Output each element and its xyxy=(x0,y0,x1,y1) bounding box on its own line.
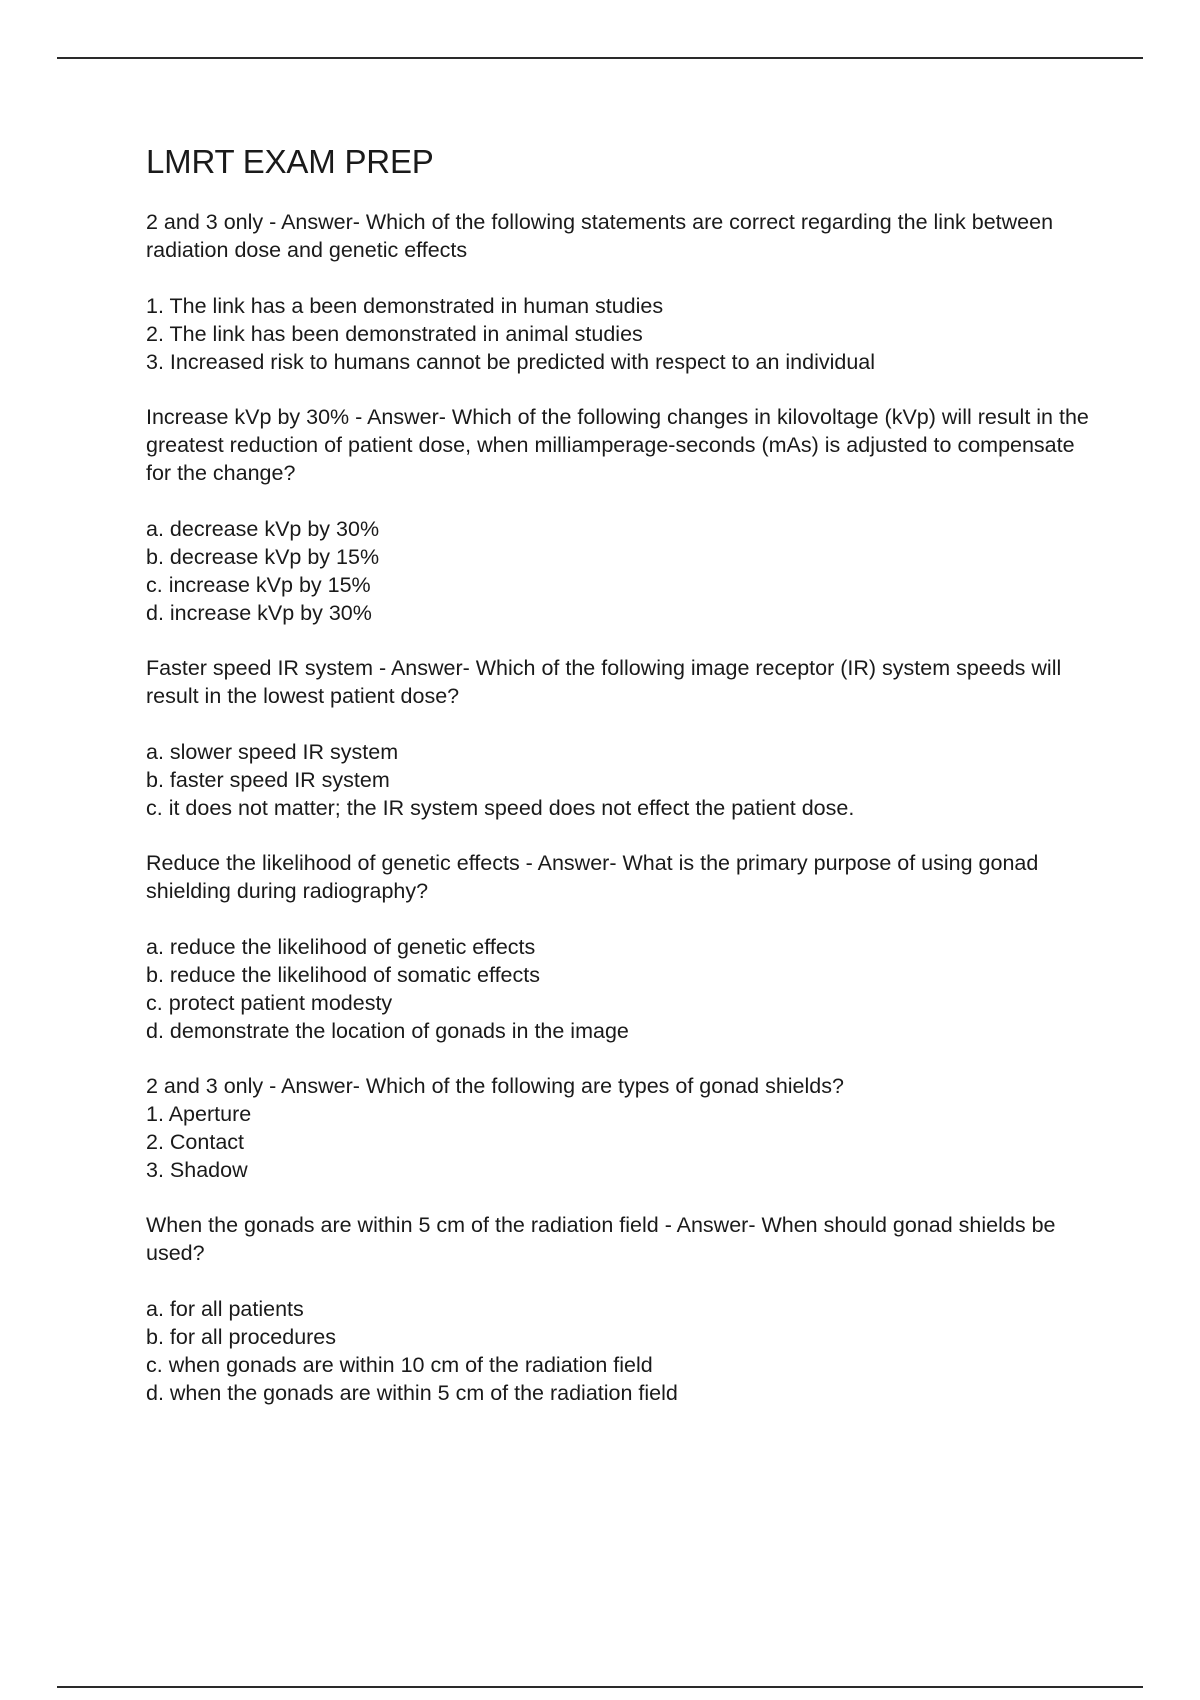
answer-options xyxy=(146,1100,1096,1184)
question-text: Increase kVp by 30% - Answer- Which of the following changes in kilovoltage (kVp) will result in the greatest reduction of patient dose, when milliamperage-seconds (mAs) is adjusted to compensate for the change? xyxy=(146,405,1089,485)
option-item: 2. Contact xyxy=(146,1130,244,1154)
option-item: 1. Aperture xyxy=(146,1102,252,1126)
qa-item-5 xyxy=(146,1072,1096,1184)
question-text: 2 and 3 only - Answer- Which of the following statements are correct regarding the link between radiation dose and genetic effects xyxy=(146,210,1054,262)
option-item: c. increase kVp by 15% xyxy=(146,573,371,597)
answer-options xyxy=(146,738,1096,822)
option-item: a. reduce the likelihood of genetic effects xyxy=(146,935,536,959)
option-item: a. for all patients xyxy=(146,1297,304,1321)
document-body xyxy=(146,142,1096,1434)
option-item: 3. Shadow xyxy=(146,1158,248,1182)
qa-item-2 xyxy=(146,403,1096,627)
option-item: d. demonstrate the location of gonads in the image xyxy=(146,1019,629,1043)
option-item: b. decrease kVp by 15% xyxy=(146,545,380,569)
option-item: d. when the gonads are within 5 cm of the radiation field xyxy=(146,1381,678,1405)
option-item: c. it does not matter; the IR system speed does not effect the patient dose. xyxy=(146,796,855,820)
option-item: a. decrease kVp by 30% xyxy=(146,517,380,541)
page-top-rule xyxy=(57,57,1143,59)
answer-options xyxy=(146,1295,1096,1407)
question-text: Reduce the likelihood of genetic effects - Answer- What is the primary purpose of using gonad shielding during radiography? xyxy=(146,851,1039,903)
option-item: 2. The link has been demonstrated in animal studies xyxy=(146,322,643,346)
qa-item-4 xyxy=(146,849,1096,1045)
option-item: d. increase kVp by 30% xyxy=(146,601,372,625)
option-item: a. slower speed IR system xyxy=(146,740,399,764)
option-item: c. when gonads are within 10 cm of the radiation field xyxy=(146,1353,653,1377)
option-item: b. reduce the likelihood of somatic effects xyxy=(146,963,540,987)
question-text: Faster speed IR system - Answer- Which of the following image receptor (IR) system speeds will result in the lowest patient dose? xyxy=(146,656,1062,708)
qa-item-3 xyxy=(146,654,1096,822)
question-text: When the gonads are within 5 cm of the radiation field - Answer- When should gonad shields be used? xyxy=(146,1213,1056,1265)
page-title: LMRT EXAM PREP xyxy=(146,143,434,180)
question-text: 2 and 3 only - Answer- Which of the following are types of gonad shields? xyxy=(146,1074,844,1098)
option-item: 1. The link has a been demonstrated in human studies xyxy=(146,294,664,318)
answer-options xyxy=(146,515,1096,627)
option-item: b. faster speed IR system xyxy=(146,768,390,792)
option-item: c. protect patient modesty xyxy=(146,991,393,1015)
page-bottom-rule xyxy=(57,1686,1143,1688)
answer-options xyxy=(146,292,1096,376)
option-item: b. for all procedures xyxy=(146,1325,337,1349)
option-item: 3. Increased risk to humans cannot be predicted with respect to an individual xyxy=(146,350,876,374)
answer-options xyxy=(146,933,1096,1045)
qa-item-6 xyxy=(146,1211,1096,1407)
qa-item-1 xyxy=(146,208,1096,376)
